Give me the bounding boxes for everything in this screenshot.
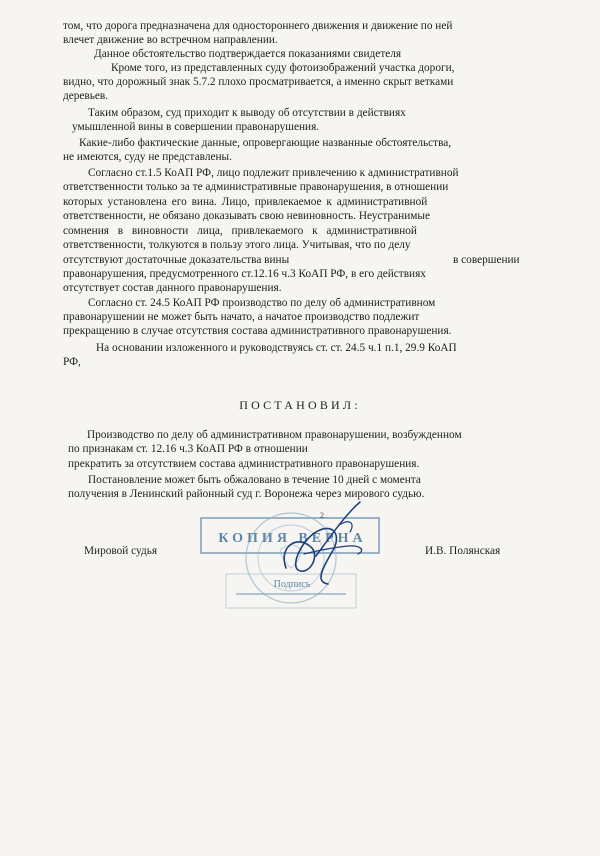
text-line: умышленной вины в совершении правонарушения. xyxy=(72,121,320,133)
judge-name: И.В. Полянская xyxy=(425,545,501,557)
text-line: Согласно ст.1.5 КоАП РФ, лицо подлежит привлечению к административной xyxy=(88,167,459,179)
text-line: получения в Ленинский районный суд г. Воронежа через мирового судью. xyxy=(68,488,425,500)
text-line: На основании изложенного и руководствуясь ст. ст. 24.5 ч.1 п.1, 29.9 КоАП xyxy=(96,342,457,354)
text-line: сомнения в виновности лица, привлекаемого к административной xyxy=(63,225,417,237)
text-line: которых установлена его вина. Лицо, привлекаемое к административной xyxy=(63,196,428,208)
text-line: ответственности, не обязано доказывать свою невиновность. Неустранимые xyxy=(63,210,430,222)
stamp-title: КОПИЯ ВЕРНА xyxy=(218,531,367,546)
text-line: прекращению в случае отсутствия состава административного правонарушения. xyxy=(63,325,452,337)
text-line: в совершении xyxy=(453,254,520,266)
text-line: отсутствуют достаточные доказательства вины xyxy=(63,254,290,266)
text-line: Согласно ст. 24.5 КоАП РФ производство по делу об административном xyxy=(88,297,436,309)
footnote-mark: 2 xyxy=(320,511,324,520)
text-line: Данное обстоятельство подтверждается показаниями свидетеля xyxy=(94,48,402,60)
text-line: Какие-либо фактические данные, опровергающие названные обстоятельства, xyxy=(79,137,452,149)
text-line: Постановление может быть обжаловано в течение 10 дней с момента xyxy=(88,474,421,486)
stamp-signature-label: Подпись xyxy=(273,579,311,590)
judge-title: Мировой судья xyxy=(84,545,158,557)
text-line: правонарушении не может быть начато, а начатое производство подлежит xyxy=(63,311,420,323)
text-line: прекратить за отсутствием состава административного правонарушения. xyxy=(68,458,420,470)
text-line: отсутствует состав данного правонарушения. xyxy=(63,282,282,294)
text-line: Кроме того, из представленных суду фотоизображений участка дороги, xyxy=(111,62,455,74)
text-line: влечет движение во встречном направлении. xyxy=(63,34,278,46)
text-line: видно, что дорожный знак 5.7.2 плохо просматривается, а именно скрыт ветками xyxy=(63,76,454,88)
text-line: том, что дорога предназначена для одностороннего движения и движение по ней xyxy=(63,20,453,32)
text-line: деревьев. xyxy=(63,90,109,102)
text-line: ответственности только за те административные правонарушения, в отношении xyxy=(63,181,449,193)
text-line: не имеются, суду не представлены. xyxy=(63,151,232,163)
text-line: по признакам ст. 12.16 ч.3 КоАП РФ в отношении xyxy=(68,443,308,455)
text-line: Таким образом, суд приходит к выводу об отсутствии в действиях xyxy=(88,107,406,119)
handwritten-signature xyxy=(268,496,378,596)
ruling-heading: ПОСТАНОВИЛ: xyxy=(239,398,361,412)
text-line: правонарушения, предусмотренного ст.12.16 ч.3 КоАП РФ, в его действиях xyxy=(63,268,426,280)
text-line: ответственности, толкуются в пользу этого лица. Учитывая, что по делу xyxy=(63,239,411,251)
text-line: Производство по делу об административном правонарушении, возбужденном xyxy=(87,429,462,441)
text-line: РФ, xyxy=(63,356,81,368)
